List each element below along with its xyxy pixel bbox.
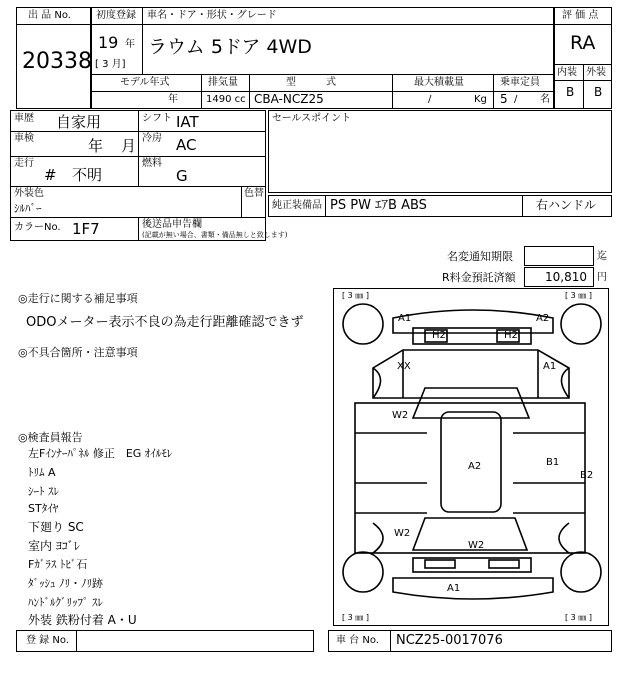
inspector-item: STﾀｲﾔ [28, 502, 59, 515]
steering-position: 右ハンドル [536, 198, 597, 212]
mark-headlight-left: H2 [432, 330, 446, 341]
capacity-slash: / [514, 94, 518, 105]
mark-front-door-right: B1 [546, 457, 560, 468]
history-label: 車歴 [14, 113, 34, 124]
displacement: 1490 cc [206, 94, 246, 105]
mark-front-door-left: W2 [392, 410, 409, 421]
tread-front-right: [ 3 ㎜ ] [565, 291, 592, 300]
transfer-deadline-unit: 迄 [597, 251, 607, 262]
recycle-fee-value: 10,810 [545, 270, 587, 284]
car-condition-diagram [333, 288, 609, 626]
inspector-item: ｼｰﾄ ｽﾚ [28, 485, 59, 498]
interior-grade: B [566, 85, 575, 99]
capacity-value: 5 [500, 92, 508, 106]
car-name-label: 車名・ドア・形状・グレード [147, 10, 277, 21]
tire-rear-left-icon [343, 552, 383, 592]
model-year-unit: 年 [168, 94, 178, 105]
mark-front-fender-left: XX [397, 361, 411, 372]
inspector-item: ﾊﾝﾄﾞﾙｸﾞﾘｯﾌﾟ ｽﾚ [28, 596, 103, 609]
exterior-grade: B [594, 85, 603, 99]
capacity-unit: 名 [540, 94, 550, 105]
tread-front-left: [ 3 ㎜ ] [342, 291, 369, 300]
mark-headlight-right: H2 [504, 330, 518, 341]
model-code-label: 型 式 [286, 77, 336, 88]
ac-value: AC [176, 136, 197, 154]
max-load-label: 最大積載量 [414, 77, 464, 88]
equipment-items: PS PW ｴｱB ABS [330, 198, 427, 213]
chassis-label: 車 台 No. [336, 635, 379, 646]
mark-rear-door-right: B2 [580, 470, 594, 481]
inspector-item: ﾄﾘﾑ A [28, 466, 56, 479]
exterior-grade-label: 外装 [586, 67, 606, 78]
ac-label: 冷房 [142, 133, 162, 144]
shift-label: シフト [142, 113, 172, 124]
recycle-fee-label: R料金預託済額 [442, 271, 516, 284]
mark-rear-bumper: A1 [447, 583, 461, 594]
mark-front-bumper-right: A2 [536, 313, 550, 324]
grade-label: 評 価 点 [562, 10, 599, 21]
mileage-value: 不明 [72, 166, 103, 184]
recolor-label: 色替 [244, 188, 264, 199]
registration-label: 登 録 No. [26, 635, 69, 646]
mileage-label: 走行 [14, 158, 34, 169]
transfer-deadline-value [524, 246, 594, 266]
mark-front-fender-right: A1 [543, 361, 557, 372]
equipment-label: 純正装備品 [272, 200, 322, 211]
inspector-item: ﾀﾞｯｼｭ ﾉﾘ・ﾉﾘ跡 [28, 577, 103, 590]
first-registration-year: 19 [98, 33, 119, 52]
tire-front-left-icon [343, 304, 383, 344]
mileage-prefix: # [44, 166, 57, 184]
inspector-item: 室内 ﾖｺﾞﾚ [28, 539, 80, 553]
inspector-item: 外装 鉄粉付着 A・U [28, 613, 137, 627]
lot-number-label: 出 品 No. [28, 10, 71, 21]
mark-rear-quarter-left: W2 [394, 528, 411, 539]
max-load-slash: / [428, 94, 432, 105]
defect-label: ◎不具合箇所・注意事項 [18, 346, 138, 359]
tire-rear-right-icon [561, 552, 601, 592]
aftermarket-label: 後送品申告欄 [142, 219, 202, 230]
mark-roof: A2 [468, 461, 482, 472]
color-no: 1F7 [72, 220, 100, 238]
shift-value: IAT [176, 113, 199, 131]
inspector-item: 下廻り SC [28, 520, 84, 534]
lot-number: 20338 [22, 49, 92, 74]
mark-front-bumper-left: A1 [398, 313, 412, 324]
aftermarket-note: (記載が無い場合、書類・備品無しと致します) [142, 231, 288, 239]
max-load-unit: Kg [474, 94, 487, 105]
first-registration-label: 初度登録 [96, 10, 136, 21]
exterior-color: ｼﾙﾊﾞｰ [14, 202, 42, 215]
recycle-fee-unit: 円 [597, 272, 607, 283]
mileage-note-label: ◎走行に関する補足事項 [18, 292, 138, 305]
displacement-label: 排気量 [208, 77, 238, 88]
inspector-item: 左Fｲﾝﾅｰﾊﾟﾈﾙ 修正 EG ｵｲﾙﾓﾚ [28, 447, 173, 460]
overall-grade: RA [570, 32, 596, 54]
tire-front-right-icon [561, 304, 601, 344]
model-code: CBA-NCZ25 [254, 92, 324, 106]
year-unit: 年 [125, 39, 135, 50]
capacity-label: 乗車定員 [500, 77, 540, 88]
inspector-item: Fｶﾞﾗｽ ﾄﾋﾞ石 [28, 558, 88, 571]
mileage-note: ODOメーター表示不良の為走行距離確認できず [26, 315, 304, 330]
transfer-deadline-label: 名変通知期限 [447, 250, 513, 263]
color-no-label: カラーNo. [14, 222, 61, 233]
inspection-month: 月 [121, 137, 137, 155]
mark-rear-glass: W2 [468, 540, 485, 551]
first-registration-month: [ 3 月] [95, 59, 126, 70]
history-value: 自家用 [56, 113, 102, 131]
interior-grade-label: 内装 [557, 67, 577, 78]
tread-rear-left: [ 3 ㎜ ] [342, 613, 369, 622]
model-year-label: モデル年式 [120, 77, 170, 88]
car-name: ラウム 5ドア 4WD [148, 36, 312, 58]
inspection-year: 年 [88, 137, 104, 155]
exterior-color-label: 外装色 [14, 188, 44, 199]
fuel-label: 燃料 [142, 158, 162, 169]
inspection-label: 車検 [14, 133, 34, 144]
chassis-number: NCZ25-0017076 [396, 633, 503, 648]
tread-rear-right: [ 3 ㎜ ] [565, 613, 592, 622]
sales-point-label: セールスポイント [272, 113, 352, 124]
fuel-value: G [176, 167, 188, 185]
inspector-report-label: ◎検査員報告 [18, 431, 83, 444]
